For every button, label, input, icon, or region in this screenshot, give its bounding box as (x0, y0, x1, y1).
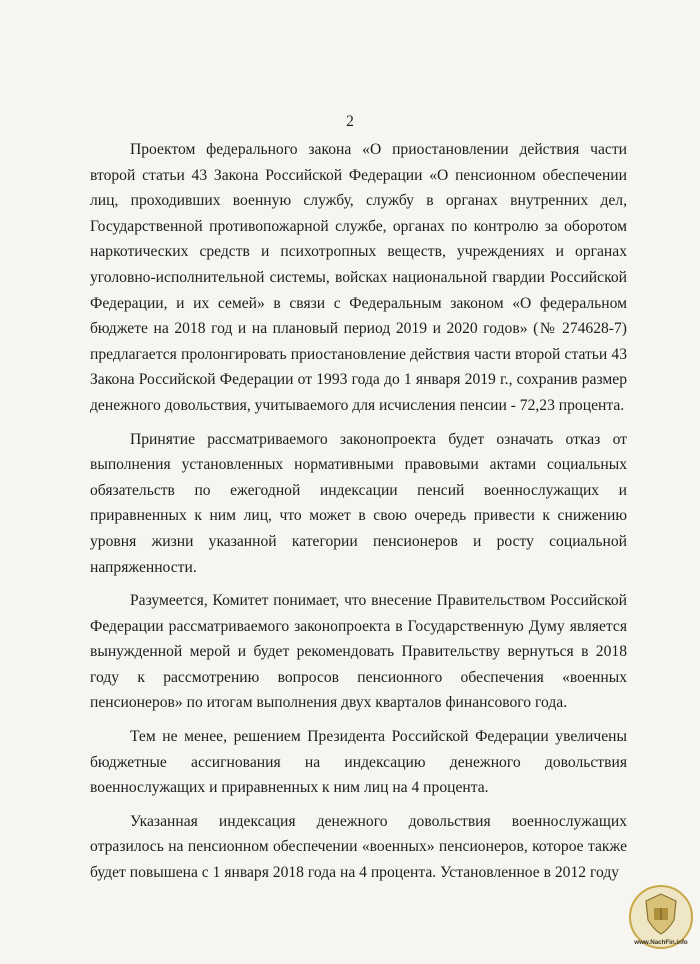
paragraph-5: Указанная индексация денежного довольствия военнослужащих отразилось на пенсионном обеспечении «военных» пенсионеров, которое также будет повышена с 1 января 2018 года на 4 процента. Установленное в 2012 году (90, 812, 627, 882)
watermark-text: www.NachFin.info (634, 939, 688, 946)
paragraph-1: Проектом федерального закона «О приостановлении действия части второй статьи 43 Закона Российской Федерации «О пенсионном обеспечении лиц, проходивших военную службу, службу в органах внутренних дел, Государственной противопожарной службе, органах по контролю за оборотом наркотических средств и психотропных веществ, учреждениях и органах уголовно-исполнительной системы, войсках национальной гвардии Российской Федерации, и их семей» в связи с Федеральным законом «О федеральном бюджете на 2018 год и на плановый период 2019 и 2020 годов» (№ 274628-7) предлагается пролонгировать приостановление действия части второй статьи 43 Закона Российской Федерации от 1993 года до 1 января 2019 г., сохранив размер денежного довольствия, учитываемого для исчисления пенсии - 72,23 процента. (90, 141, 627, 414)
paragraph-4: Тем не менее, решением Президента Российской Федерации увеличены бюджетные ассигнования на индексацию денежного довольствия военнослужащих и приравненных к ним лиц на 4 процента. (90, 728, 627, 797)
paragraph-3: Разумеется, Комитет понимает, что внесение Правительством Российской Федерации рассматриваемого законопроекта в Государственную Думу является вынужденной мерой и будет рекомендовать Правительству вернуться в 2018 году к рассмотрению вопросов пенсионного обеспечения «военных пенсионеров» по итогам выполнения двух кварталов финансового года. (90, 592, 627, 712)
document-body (90, 137, 627, 894)
paragraph-2: Принятие рассматриваемого законопроекта будет означать отказ от выполнения установленных нормативными правовыми актами социальных обязательств по ежегодной индексации пенсий военнослужащих и приравненных к ним лиц, что может в свою очередь привести к снижению уровня жизни указанной категории пенсионеров и росту социальной напряженности. (90, 430, 627, 576)
page-number: 2 (346, 113, 354, 130)
site-watermark-logo (628, 884, 694, 950)
